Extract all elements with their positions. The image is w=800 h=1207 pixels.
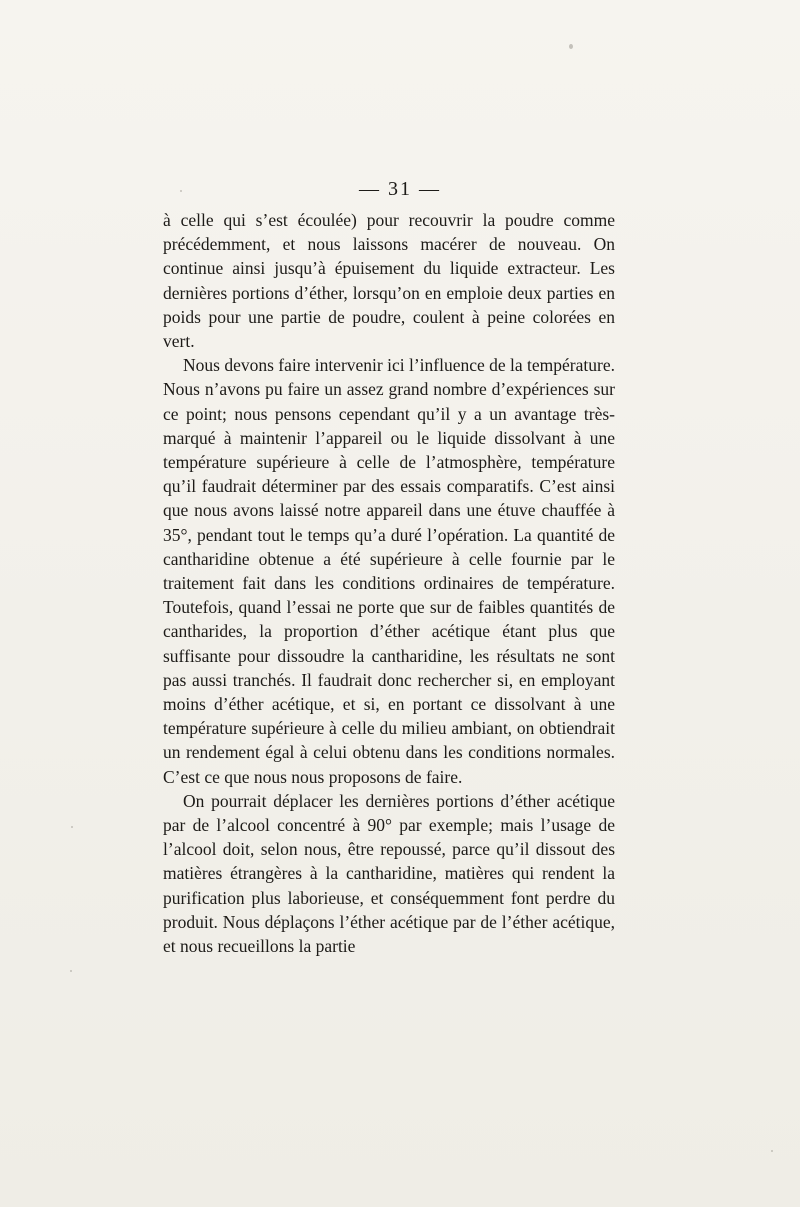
body-text [163, 208, 615, 958]
paragraph-2: Nous devons faire intervenir ici l’influence de la température. Nous n’avons pu faire un assez grand nombre d’expériences sur ce point; nous pensons cependant qu’il y a un avantage très-marqué à maintenir l’appareil ou le liquide dissolvant à une température supérieure à celle de l’atmosphère, température qu’il faudrait déterminer par des essais comparatifs. C’est ainsi que nous avons laissé notre appareil dans une étuve chauffée à 35°, pendant tout le temps qu’a duré l’opération. La quantité de cantharidine obtenue a été supérieure à celle fournie par le traitement fait dans les conditions ordinaires de température. Toutefois, quand l’essai ne porte que sur de faibles quantités de cantharides, la proportion d’éther acétique étant plus que suffisante pour dissoudre la cantharidine, les résultats ne sont pas aussi tranchés. Il faudrait donc rechercher si, en employant moins d’éther acétique, et si, en portant ce dissolvant à une température supérieure à celle du milieu ambiant, on obtiendrait un rendement égal à celui obtenu dans les conditions normales. C’est ce que nous nous proposons de faire. [163, 355, 615, 787]
paragraph-3: On pourrait déplacer les dernières portions d’éther acétique par de l’alcool concentré à 90° par exemple; mais l’usage de l’alcool doit, selon nous, être repoussé, parce qu’il dissout des matières étrangères à la cantharidine, matières qui rendent la purification plus laborieuse, et conséquemment font perdre du produit. Nous déplaçons l’éther acétique par de l’éther acétique, et nous recueillons la partie [163, 790, 615, 957]
page-number: — 31 — [359, 178, 441, 200]
paragraph-1: à celle qui s’est écoulée) pour recouvrir la poudre comme précédemment, et nous laissons macérer de nouveau. On continue ainsi jusqu’à épuisement du liquide extracteur. Les dernières portions d’éther, lorsqu’on en emploie deux parties en poids pour une partie de poudre, coulent à peine colorées en vert. [163, 210, 615, 352]
